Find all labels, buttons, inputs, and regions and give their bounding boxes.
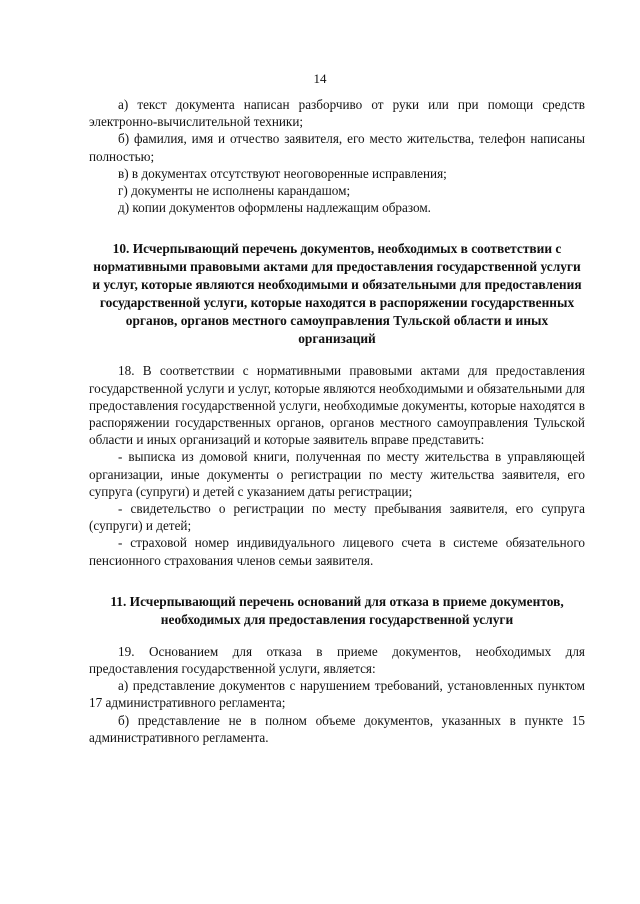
list-item-v: в) в документах отсутствуют неоговоренные исправления;: [118, 165, 447, 181]
section-11-heading: 11. Исчерпывающий перечень оснований для отказа в приеме документов, необходимых для предоставления государственной услуги: [110, 593, 564, 627]
list-item-a: а) текст документа написан разборчиво от руки или при помощи средств электронно-вычислительной техники;: [89, 97, 585, 130]
refusal-item-a: а) представление документов с нарушением требований, установленных пунктом 17 административного регламента;: [89, 678, 585, 711]
list-item-g: г) документы не исполнены карандашом;: [118, 183, 351, 199]
page-number: 14: [313, 71, 327, 86]
document-body: [89, 96, 585, 746]
doc-item-insurance-number: - страховой номер индивидуального лицевого счета в системе обязательного пенсионного страхования членов семьи заявителя.: [89, 535, 585, 568]
list-item-d: д) копии документов оформлены надлежащим образом.: [118, 200, 431, 216]
section-10-heading: 10. Исчерпывающий перечень документов, необходимых в соответствии с нормативными правовыми актами для предоставления государственной услуги и услуг, которые являются необходимыми и обязательными для предоставления государственной услуги, которые находятся в распоряжении государственных органов, органов местного самоуправления Тульской области и иных организаций: [92, 241, 582, 347]
refusal-item-b: б) представление не в полном объеме документов, указанных в пункте 15 административного регламента.: [89, 712, 585, 745]
doc-item-house-book: - выписка из домовой книги, полученная по месту жительства в управляющей организации, иные документы о регистрации по месту жительства заявителя, его супруга (супруги) и детей с указанием даты регистрации;: [89, 449, 585, 499]
paragraph-19: 19. Основанием для отказа в приеме документов, необходимых для предоставления государственной услуги, является:: [89, 643, 585, 677]
paragraph-18: 18. В соответствии с нормативными правовыми актами для предоставления государственной услуги и услуг, которые являются необходимыми и обязательными для предоставления государственной услуги, необходимые документы, которые находятся в распоряжении государственных органов, органов местного самоуправления Тульской области и иных организаций и которые заявитель вправе представить:: [89, 363, 585, 448]
list-item-b: б) фамилия, имя и отчество заявителя, его место жительства, телефон написаны полностью;: [89, 131, 585, 164]
doc-item-stay-registration: - свидетельство о регистрации по месту пребывания заявителя, его супруга (супруги) и детей;: [89, 501, 585, 534]
